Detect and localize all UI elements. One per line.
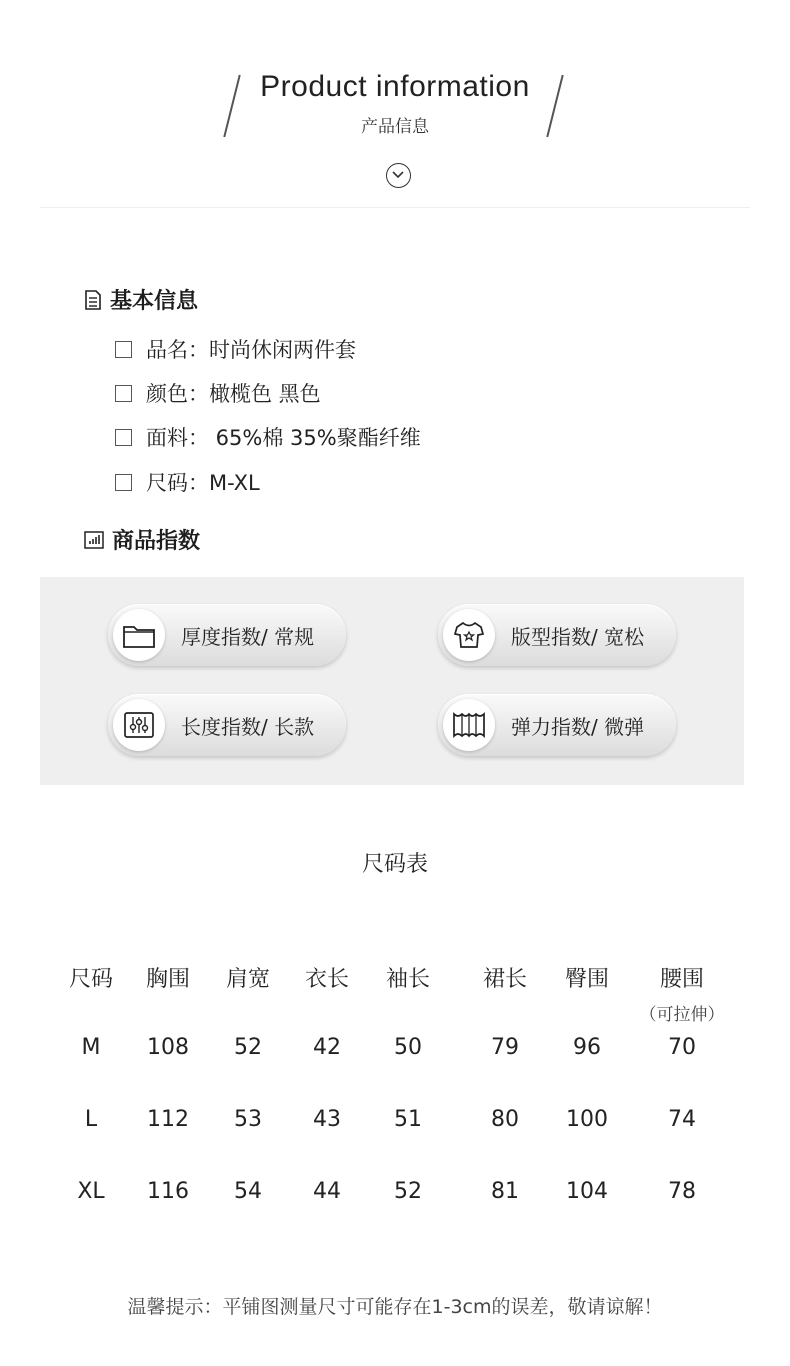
table-cell: 104 bbox=[566, 1179, 608, 1204]
index-pill-thickness bbox=[108, 604, 346, 666]
table-cell: 80 bbox=[491, 1107, 519, 1132]
table-cell: 79 bbox=[491, 1035, 519, 1060]
pill-label: 厚度指数/ 常规 bbox=[181, 624, 315, 649]
checkbox-square-icon bbox=[115, 385, 132, 402]
pill-label: 弹力指数/ 微弹 bbox=[511, 714, 645, 739]
table-header: 腰围 bbox=[659, 967, 704, 992]
pill-label: 版型指数/ 宽松 bbox=[511, 624, 645, 649]
bar-chart-icon bbox=[84, 531, 104, 549]
table-cell: 50 bbox=[394, 1035, 422, 1060]
basic-info-heading bbox=[84, 284, 198, 315]
map-fold-icon bbox=[443, 699, 495, 751]
table-cell: 116 bbox=[147, 1179, 189, 1204]
table-cell: 53 bbox=[234, 1107, 262, 1132]
document-icon bbox=[84, 290, 102, 310]
basic-info-heading-label: 基本信息 bbox=[110, 289, 199, 314]
table-cell: 108 bbox=[147, 1035, 189, 1060]
checkbox-square-icon bbox=[115, 341, 132, 358]
attribute-item bbox=[115, 334, 356, 364]
attribute-text: 面料： 65%棉 35%聚酯纤维 bbox=[146, 426, 421, 450]
folder-icon bbox=[113, 609, 165, 661]
table-header: 衣长 bbox=[304, 967, 349, 992]
checkbox-square-icon bbox=[115, 474, 132, 491]
table-header: 肩宽 bbox=[225, 967, 270, 992]
table-cell: 52 bbox=[394, 1179, 422, 1204]
divider bbox=[40, 207, 750, 208]
attribute-item bbox=[115, 378, 321, 408]
table-header: 尺码 bbox=[68, 967, 113, 992]
table-cell: L bbox=[84, 1107, 98, 1132]
attribute-text: 颜色：橄榄色 黑色 bbox=[146, 382, 321, 406]
attribute-item bbox=[115, 467, 260, 497]
table-cell: 100 bbox=[566, 1107, 608, 1132]
table-header: 裙长 bbox=[482, 967, 527, 992]
pill-label: 长度指数/ 长款 bbox=[181, 714, 315, 739]
table-cell: 44 bbox=[313, 1179, 341, 1204]
table-cell: 112 bbox=[147, 1107, 189, 1132]
checkbox-square-icon bbox=[115, 429, 132, 446]
table-cell: 52 bbox=[234, 1035, 262, 1060]
table-cell: 96 bbox=[573, 1035, 601, 1060]
waist-stretch-note: （可拉伸） bbox=[639, 1005, 725, 1025]
table-cell: 78 bbox=[668, 1179, 696, 1204]
sliders-icon bbox=[113, 699, 165, 751]
attribute-text: 品名：时尚休闲两件套 bbox=[146, 338, 356, 362]
table-cell: M bbox=[81, 1035, 101, 1060]
attribute-item bbox=[115, 422, 421, 452]
table-header: 胸围 bbox=[145, 967, 190, 992]
product-index-heading bbox=[84, 524, 200, 555]
attribute-text: 尺码：M-XL bbox=[146, 471, 260, 495]
table-cell: XL bbox=[77, 1179, 105, 1204]
table-header: 袖长 bbox=[385, 967, 430, 992]
table-cell: 81 bbox=[491, 1179, 519, 1204]
table-cell: 42 bbox=[313, 1035, 341, 1060]
chevron-down-icon bbox=[386, 163, 411, 188]
tshirt-icon bbox=[443, 609, 495, 661]
product-index-heading-label: 商品指数 bbox=[112, 529, 201, 554]
table-cell: 70 bbox=[668, 1035, 696, 1060]
table-cell: 43 bbox=[313, 1107, 341, 1132]
table-cell: 54 bbox=[234, 1179, 262, 1204]
index-pill-fit bbox=[438, 604, 676, 666]
index-pill-elasticity bbox=[438, 694, 676, 756]
table-header: 臀围 bbox=[564, 967, 609, 992]
size-table-title: 尺码表 bbox=[361, 852, 428, 877]
table-cell: 51 bbox=[394, 1107, 422, 1132]
measurement-tip: 温馨提示：平铺图测量尺寸可能存在1-3cm的误差，敬请谅解！ bbox=[127, 1296, 663, 1318]
page-subtitle: 产品信息 bbox=[361, 117, 429, 137]
page-title: Product information bbox=[260, 70, 530, 103]
table-cell: 74 bbox=[668, 1107, 696, 1132]
index-pill-length bbox=[108, 694, 346, 756]
